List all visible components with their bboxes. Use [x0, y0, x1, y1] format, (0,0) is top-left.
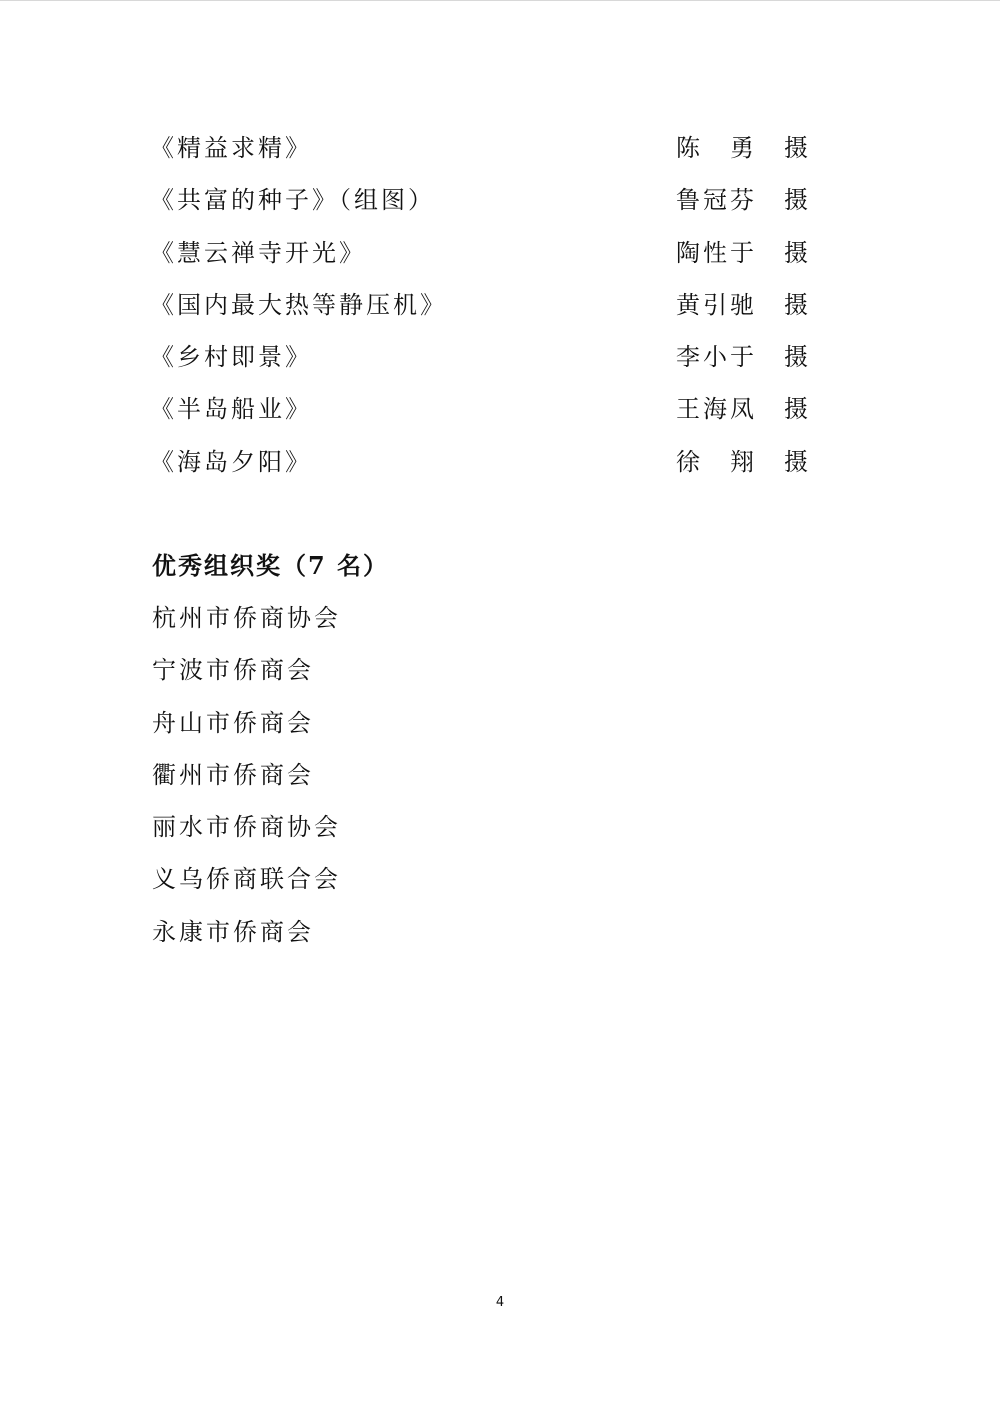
photo-credit: 徐 翔 摄: [676, 447, 811, 476]
page-top-rule: [0, 0, 1000, 1]
photo-title: 《精益求精》: [150, 134, 312, 162]
photography-award-list: [150, 122, 811, 488]
photo-title: 《慧云禅寺开光》: [150, 238, 366, 267]
organization-item: 宁波市侨商会: [152, 656, 314, 685]
organization-item: 衢州市侨商会: [152, 760, 314, 789]
photo-credit: 李小于 摄: [676, 343, 811, 372]
page-number: 4: [495, 1295, 505, 1310]
photo-title: 《共富的种子》（组图）: [150, 186, 435, 215]
organization-item: 舟山市侨商会: [152, 708, 314, 737]
photo-credit: 鲁冠芬 摄: [676, 186, 811, 215]
photo-entry: [150, 383, 811, 435]
photo-entry: [150, 331, 811, 383]
photo-title: 《乡村即景》: [150, 343, 312, 372]
organization-item: 丽水市侨商协会: [152, 813, 341, 842]
photo-entry: [150, 279, 811, 331]
photo-title: 《国内最大热等静压机》: [150, 290, 447, 319]
photo-entry: [150, 436, 811, 488]
organization-item: 义乌侨商联合会: [152, 865, 341, 894]
photo-credit: 王海凤 摄: [676, 395, 811, 424]
photo-credit: 陈 勇 摄: [676, 134, 811, 162]
photo-title: 《半岛船业》: [150, 395, 312, 424]
photo-entry: [150, 122, 811, 174]
section-heading: 优秀组织奖（7 名）: [152, 551, 390, 580]
photo-title: 《海岛夕阳》: [150, 447, 312, 476]
photo-credit: 黄引驰 摄: [676, 290, 811, 319]
photo-credit: 陶性于 摄: [676, 238, 811, 267]
organization-award-section: [152, 540, 752, 958]
photo-entry: [150, 174, 811, 226]
organization-item: 杭州市侨商协会: [152, 604, 341, 632]
organization-item: 永康市侨商会: [152, 917, 314, 946]
photo-entry: [150, 227, 811, 279]
